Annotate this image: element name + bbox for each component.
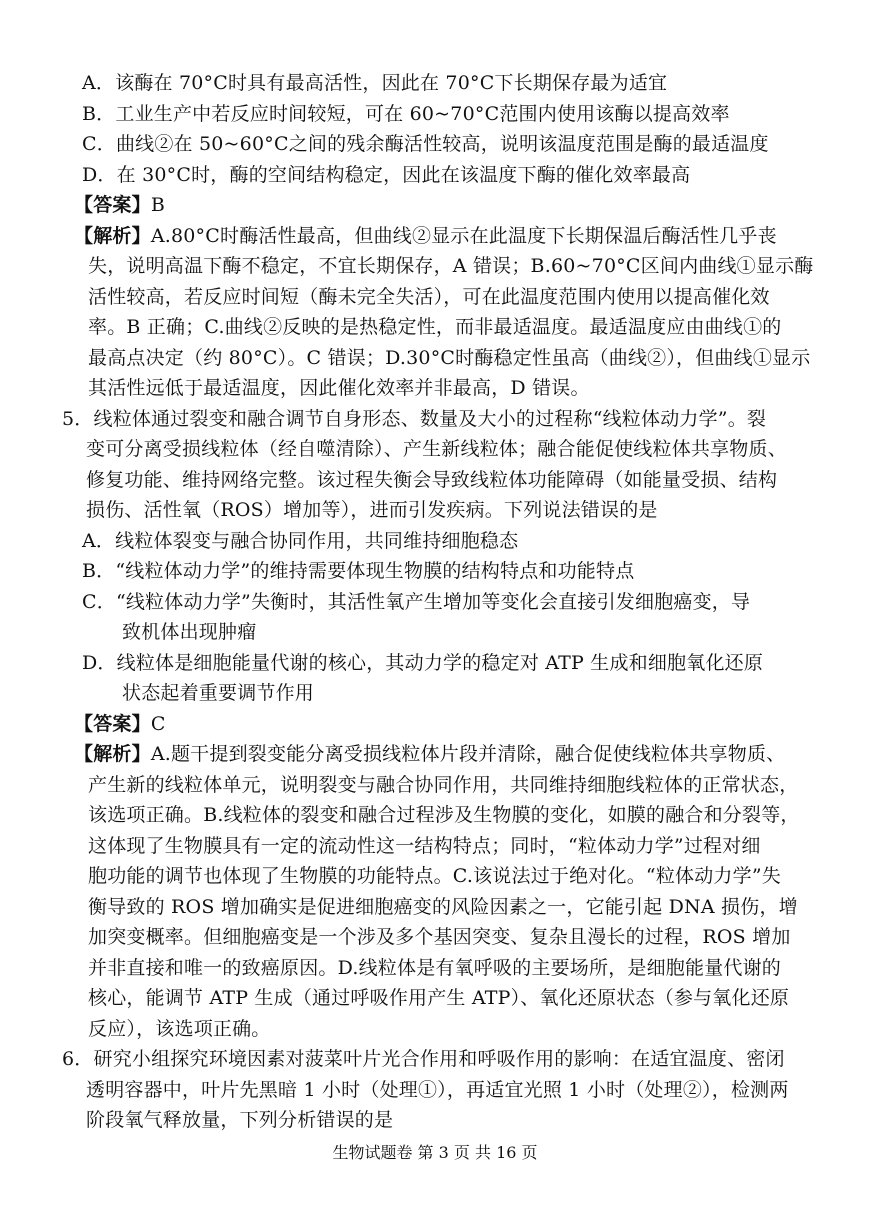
q4-analysis-line: 其活性远低于最适温度，因此催化效率并非最高，D 错误。 (88, 377, 590, 399)
q5-answer (62, 709, 808, 740)
q4-answer-value: B (150, 194, 165, 216)
page-footer: 生物试题卷 第 3 页 共 16 页 (332, 1143, 538, 1162)
question-5 (62, 404, 808, 1045)
q5-option-c: C．“线粒体动力学”失衡时，其活性氧产生增加等变化会直接引发细胞癌变，导 (82, 590, 751, 613)
q5-option-b: B．“线粒体动力学”的维持需要体现生物膜的结构特点和功能特点 (82, 560, 635, 582)
q5-stem-line: 5．线粒体通过裂变和融合调节自身形态、数量及大小的过程称“线粒体动力学”。裂 (62, 407, 767, 430)
q4-analysis-line: 最高点决定（约 80°C）。C 错误；D.30°C时酶稳定性虽高（曲线②），但曲线①显示 (88, 346, 811, 369)
question-4 (62, 68, 814, 404)
q5-analysis-line: 反应），该选项正确。 (88, 1017, 271, 1040)
q5-answer-value: C (150, 712, 166, 735)
q4-option-a: A．该酶在 70°C时具有最高活性，因此在 70°C下长期保存最为适宜 (82, 72, 668, 94)
q5-analysis-line: 并非直接和唯一的致癌原因。D.线粒体是有氧呼吸的主要场所，是细胞能量代谢的 (88, 956, 781, 979)
q6-stem-line: 6．研究小组探究环境因素对菠菜叶片光合作用和呼吸作用的影响：在适宜温度、密闭 (62, 1048, 785, 1070)
q4-analysis-text: A.80°C时酶活性最高，但曲线②显示在此温度下长期保温后酶活性几乎丧 (150, 224, 777, 247)
q5-analysis-line: 衡导致的 ROS 增加确实是促进细胞癌变的风险因素之一，它能引起 DNA 损伤，增 (88, 895, 798, 918)
q5-stem-line: 修复功能、维持网络完整。该过程失衡会导致线粒体功能障碍（如能量受损、结构 (86, 468, 778, 491)
q4-answer (62, 190, 808, 221)
q4-analysis-line: 活性较高，若反应时间短（酶未完全失活），可在此温度范围内使用以提高催化效 (88, 285, 770, 308)
q5-option-a: A．线粒体裂变与融合协同作用，共同维持细胞稳态 (82, 529, 519, 552)
q4-analysis-line: 率。B 正确；C.曲线②反映的是热稳定性，而非最适温度。最适温度应由曲线①的 (88, 316, 782, 338)
q5-analysis-line: 产生新的线粒体单元，说明裂变与融合协同作用，共同维持细胞线粒体的正常状态， (88, 773, 799, 796)
q4-answer-label: 【答案】 (74, 194, 151, 216)
q5-option-d-cont: 状态起着重要调节作用 (122, 682, 315, 704)
q5-stem-line: 损伤、活性氧（ROS）增加等），进而引发疾病。下列说法错误的是 (86, 499, 658, 521)
q5-analysis-line: 这体现了生物膜具有一定的流动性这一结构特点；同时，“粒体动力学”过程对细 (88, 834, 761, 857)
q6-stem-line: 阶段氧气释放量，下列分析错误的是 (86, 1109, 394, 1131)
q4-option-c: C．曲线②在 50~60°C之间的残余酶活性较高，说明该温度范围是酶的最适温度 (82, 133, 769, 155)
q4-analysis-label: 【解析】 (74, 224, 151, 247)
q5-option-c-cont: 致机体出现肿瘤 (122, 621, 257, 643)
q4-option-d: D．在 30°C时，酶的空间结构稳定，因此在该温度下酶的催化效率最高 (82, 163, 691, 186)
q5-option-d: D．线粒体是细胞能量代谢的核心，其动力学的稳定对 ATP 生成和细胞氧化还原 (82, 651, 764, 674)
q5-analysis-line (62, 739, 808, 770)
q5-analysis-line: 加突变概率。但细胞癌变是一个涉及多个基因突变、复杂且漫长的过程，ROS 增加 (88, 926, 791, 948)
q4-analysis-line: 失，说明高温下酶不稳定，不宜长期保存，A 错误；B.60~70°C区间内曲线①显示酶 (88, 255, 814, 277)
q5-stem-line: 变可分离受损线粒体（经自噬清除）、产生新线粒体；融合能促使线粒体共享物质、 (86, 438, 787, 460)
q5-analysis-line: 胞功能的调节也体现了生物膜的功能特点。C.该说法过于绝对化。“粒体动力学”失 (88, 865, 781, 887)
q4-analysis-line (62, 221, 808, 252)
q4-option-b: B．工业生产中若反应时间较短，可在 60~70°C范围内使用该酶以提高效率 (82, 102, 730, 125)
q5-answer-label: 【答案】 (74, 712, 151, 735)
q5-analysis-label: 【解析】 (74, 743, 151, 765)
q5-analysis-line: 该选项正确。B.线粒体的裂变和融合过程涉及生物膜的变化，如膜的融合和分裂等， (88, 804, 800, 826)
question-6 (62, 1044, 808, 1136)
q6-stem-line: 透明容器中，叶片先黑暗 1 小时（处理①），再适宜光照 1 小时（处理②），检测两 (86, 1078, 789, 1101)
q5-analysis-line: 核心，能调节 ATP 生成（通过呼吸作用产生 ATP）、氧化还原状态（参与氧化还原 (88, 987, 790, 1009)
q5-analysis-text: A.题干提到裂变能分离受损线粒体片段并清除，融合促使线粒体共享物质、 (150, 743, 786, 765)
